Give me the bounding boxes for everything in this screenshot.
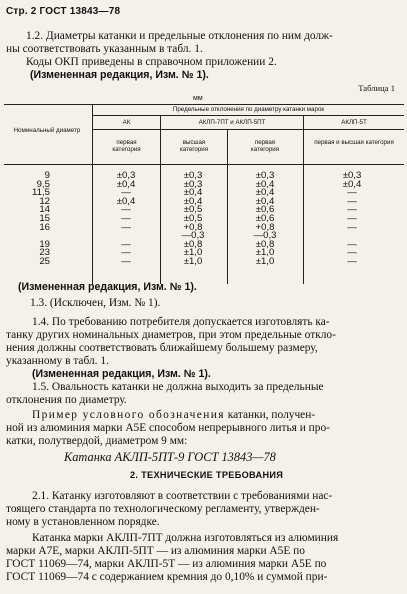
row-tolerance-cell: — [347, 213, 357, 224]
row-tolerance-cell: ±0,6 [255, 213, 275, 224]
para-okp-codes: Коды ОКП приведены в справочном приложении 2. [26, 56, 277, 68]
section-2-title: 2. ТЕХНИЧЕСКИЕ ТРЕБОВАНИЯ [130, 470, 284, 480]
para-1-5-line1: 1.5. Овальность катанки не должна выходить за предельные [32, 381, 324, 393]
para-2-1-line2: тоящего стандарта по технологическому регламенту, утвержден- [6, 503, 320, 515]
row-tolerance-cell: — [347, 238, 357, 250]
row-tolerance-cell: — [121, 204, 131, 216]
sub-7pt-first: первая категория [250, 139, 280, 154]
row-tolerance-cell: ±0,6 [255, 204, 275, 216]
row-tolerance-cell: +0,8 [255, 221, 275, 233]
para-2-1-line3: ному в установленном порядке. [6, 516, 160, 528]
row-tolerance-cell: ±1,0 [183, 247, 203, 259]
edit-note-3: (Измененная редакция, Изм. № 1). [32, 368, 211, 380]
row-tolerance-cell: ±1,0 [255, 256, 275, 267]
row-diameter: 23 [39, 247, 50, 259]
row-tolerance-cell: ±0,3 [342, 170, 362, 181]
row-tolerance-cell: ±0,4 [255, 178, 275, 190]
para-1-5-line2: отклонения по диаметру. [6, 394, 127, 406]
row-tolerance-cell: — [121, 187, 131, 199]
para-2-1-line1: 2.1. Катанку изготовляют в соответствии с требованиями нас- [32, 490, 333, 502]
edit-note-2: (Измененная редакция, Изм. № 1). [18, 281, 197, 293]
group-aklp-5t: АКЛП-5Т [341, 119, 367, 126]
para-1-4-line1: 1.4. По требованию потребителя допускается изготовлять ка- [32, 316, 330, 328]
row-tolerance-cell: ±0,3 [116, 170, 136, 181]
example-line2: ной из алюминия марки А5Е способом непрерывного литья и про- [6, 422, 330, 434]
row-diameter: 14 [39, 204, 50, 216]
row-tolerance-cell: — [347, 195, 357, 207]
row-tolerance-cell: — [347, 247, 357, 259]
para-1-2-line2: ны соответствовать указанным в табл. 1. [6, 43, 203, 55]
row-tolerance-cell: — [121, 247, 131, 259]
para-1-4-line4: указанному в табл. 1. [6, 355, 109, 367]
row-diameter: 12 [39, 195, 50, 207]
para-1-4-line2: танку других номинальных диаметров, при этом предельные откло- [6, 329, 336, 341]
row-diameter: 15 [39, 213, 50, 224]
row-tolerance-cell: ±0,4 [255, 195, 275, 207]
row-tolerance-cell: — [347, 256, 357, 267]
para-2-2-line3: ГОСТ 11069—74, марки АКЛП-5Т — из алюминия марки А5Е по [6, 558, 327, 570]
row-tolerance-cell: ±0,4 [116, 178, 136, 190]
table-stub-header: Номинальный диаметр [13, 127, 81, 134]
para-1-3-text: 1.3. (Исключен, Изм. № 1). [30, 297, 161, 309]
example-line1 [32, 409, 315, 422]
row-tolerance-cell: — [121, 213, 131, 224]
row-diameter: 25 [39, 256, 50, 267]
row-tolerance-cell: ±0,3 [183, 178, 203, 190]
row-tolerance-cell: —0,3 [253, 230, 277, 242]
example-lead: Пример условного обозначения [32, 409, 225, 421]
row-tolerance-cell: ±0,4 [342, 178, 362, 190]
row-tolerance-cell: ±0,4 [183, 195, 203, 207]
example-lead-rest: катанки, получен- [227, 409, 316, 421]
row-tolerance-cell: — [121, 256, 131, 267]
row-tolerance-cell: —0,3 [181, 230, 205, 242]
row-tolerance-cell: — [121, 238, 131, 250]
row-tolerance-cell: ±1,0 [183, 256, 203, 267]
row-tolerance-cell: ±0,4 [116, 195, 136, 207]
row-tolerance-cell: ±0,4 [183, 187, 203, 199]
example-designation: Катанка АКЛП-5ПТ-9 ГОСТ 13843—78 [64, 450, 276, 464]
edit-note-1: (Измененная редакция, Изм. № 1). [30, 69, 209, 81]
row-tolerance-cell: ±0,8 [183, 238, 203, 250]
row-tolerance-cell: — [347, 204, 357, 216]
row-tolerance-cell: — [347, 187, 357, 199]
row-tolerance-cell: ±0,5 [183, 204, 203, 216]
row-tolerance-cell: — [121, 221, 131, 233]
row-diameter: 19 [39, 238, 50, 250]
row-diameter: 9 [44, 170, 50, 181]
sub-7pt-highest: высшая категория [179, 139, 209, 154]
row-diameter: 9,5 [36, 178, 50, 190]
para-1-2-line1: 1.2. Диаметры катанки и предельные отклонения по ним долж- [26, 30, 333, 42]
row-tolerance-cell: — [347, 221, 357, 233]
row-tolerance-cell: ±0,8 [255, 238, 275, 250]
row-tolerance-cell: ±0,4 [255, 187, 275, 199]
page-header: Стр. 2 ГОСТ 13843—78 [6, 6, 121, 17]
example-line3: катки, полутвердой, диаметром 9 мм: [6, 435, 188, 447]
table-span-header: Предельные отклонения по диаметру катанки марок [172, 106, 325, 113]
para-1-4-line3: нения должны соответствовать ближайшему большему размеру, [6, 342, 318, 354]
table-units: мм [193, 95, 203, 102]
table-label: Таблица 1 [358, 83, 395, 93]
group-ak: АК [122, 119, 131, 126]
para-1-3 [30, 297, 160, 310]
para-2-2-line4: ГОСТ 11069—74 с содержанием кремния до 0,10% и суммой при- [6, 571, 328, 583]
row-tolerance-cell: +0,8 [183, 221, 203, 233]
row-tolerance-cell: ±0,3 [183, 170, 203, 181]
row-tolerance-cell: ±0,3 [255, 170, 275, 181]
row-tolerance-cell: ±1,0 [255, 247, 275, 259]
row-diameter: 11,5 [32, 187, 50, 199]
sub-5t-first-highest: первая и высшая категория [314, 139, 394, 146]
row-diameter: 16 [39, 221, 50, 233]
sub-ak-first: первая категория [112, 139, 141, 154]
para-2-2-line2: марки А7Е, марки АКЛП-5ПТ — из алюминия марки А5Е по [6, 545, 305, 557]
para-2-2-line1: Катанка марки АКЛП-7ПТ должна изготовляться из алюминия [32, 532, 339, 544]
group-aklp-7pt: АКЛП-7ПТ и АКЛП-5ПТ [198, 119, 266, 126]
row-tolerance-cell: ±0,5 [183, 213, 203, 224]
